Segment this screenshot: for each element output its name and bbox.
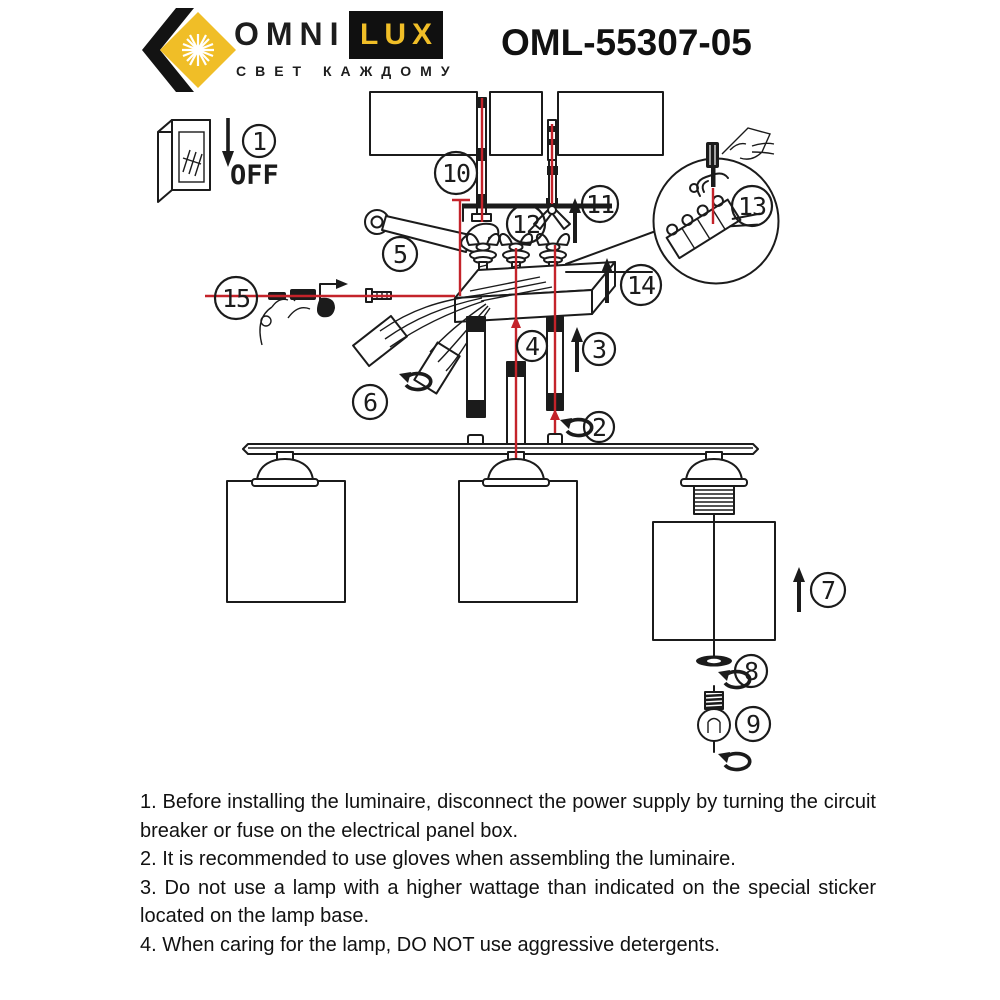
svg-text:10: 10 (441, 159, 471, 188)
callout-2 (584, 412, 614, 442)
callout-4 (517, 331, 547, 361)
svg-text:14: 14 (626, 271, 656, 300)
instruction-3: 3. Do not use a lamp with a higher wattage than indicated on the special sticker located on the lamp base. (140, 876, 876, 928)
brand-name-lux: LUX (360, 18, 438, 51)
callout-3 (583, 333, 615, 365)
up-arrow-icon (571, 327, 583, 372)
svg-text:1: 1 (251, 127, 267, 156)
lamp-shade-1 (227, 481, 345, 602)
rotate-arrow-icon (560, 418, 592, 436)
model-number: OML-55307-05 (501, 22, 752, 63)
instruction-4: 4. When caring for the lamp, DO NOT use aggressive detergents. (140, 933, 720, 956)
svg-text:2: 2 (591, 413, 607, 442)
callout-10 (435, 152, 477, 194)
ceiling-hatch (370, 92, 663, 155)
svg-text:4: 4 (524, 332, 540, 361)
svg-text:12: 12 (511, 210, 541, 239)
off-label: OFF (230, 160, 279, 191)
fixture-bar (243, 444, 758, 454)
instruction-2: 2. It is recommended to use gloves when assembling the luminaire. (140, 848, 736, 871)
lamp-holder-dome (252, 452, 318, 486)
svg-text:11: 11 (585, 190, 615, 219)
callout-12 (507, 205, 545, 243)
callout-13 (732, 186, 772, 226)
hand-with-connector-icon (260, 279, 348, 345)
callout-9 (736, 707, 770, 741)
bulb-icon (698, 692, 750, 770)
brand-name-omni: OMNI (234, 16, 346, 52)
callout-7 (811, 573, 845, 607)
threaded-rod-icon (467, 317, 485, 417)
callout-15 (215, 277, 257, 319)
svg-text:13: 13 (737, 192, 767, 221)
callout-1 (243, 125, 275, 157)
svg-text:5: 5 (392, 240, 408, 269)
hand-holding-wire-icon (722, 128, 774, 159)
callout-5 (383, 237, 417, 271)
safety-instructions (140, 788, 876, 960)
up-arrow-icon (793, 567, 805, 612)
shade-ring-icon (696, 656, 750, 693)
callout-11 (582, 186, 618, 222)
brand-tagline: СВЕТ КАЖДОМУ (236, 63, 459, 79)
instruction-1: 1. Before installing the luminaire, disconnect the power supply by turning the circuit breaker or fuse on the electrical panel box. (140, 791, 876, 842)
svg-text:9: 9 (745, 710, 761, 739)
wire-ferrule-icon (414, 342, 459, 393)
svg-text:8: 8 (743, 657, 759, 686)
callout-6 (353, 385, 387, 419)
lamp-holder-dome (681, 452, 747, 514)
svg-text:6: 6 (362, 388, 378, 417)
svg-text:7: 7 (820, 576, 836, 605)
threaded-socket-icon (694, 486, 734, 514)
callout-14 (621, 265, 661, 305)
svg-text:15: 15 (221, 284, 251, 313)
lamp-shade-2 (459, 481, 577, 602)
svg-text:3: 3 (591, 335, 607, 364)
breaker-box-icon (158, 120, 210, 202)
